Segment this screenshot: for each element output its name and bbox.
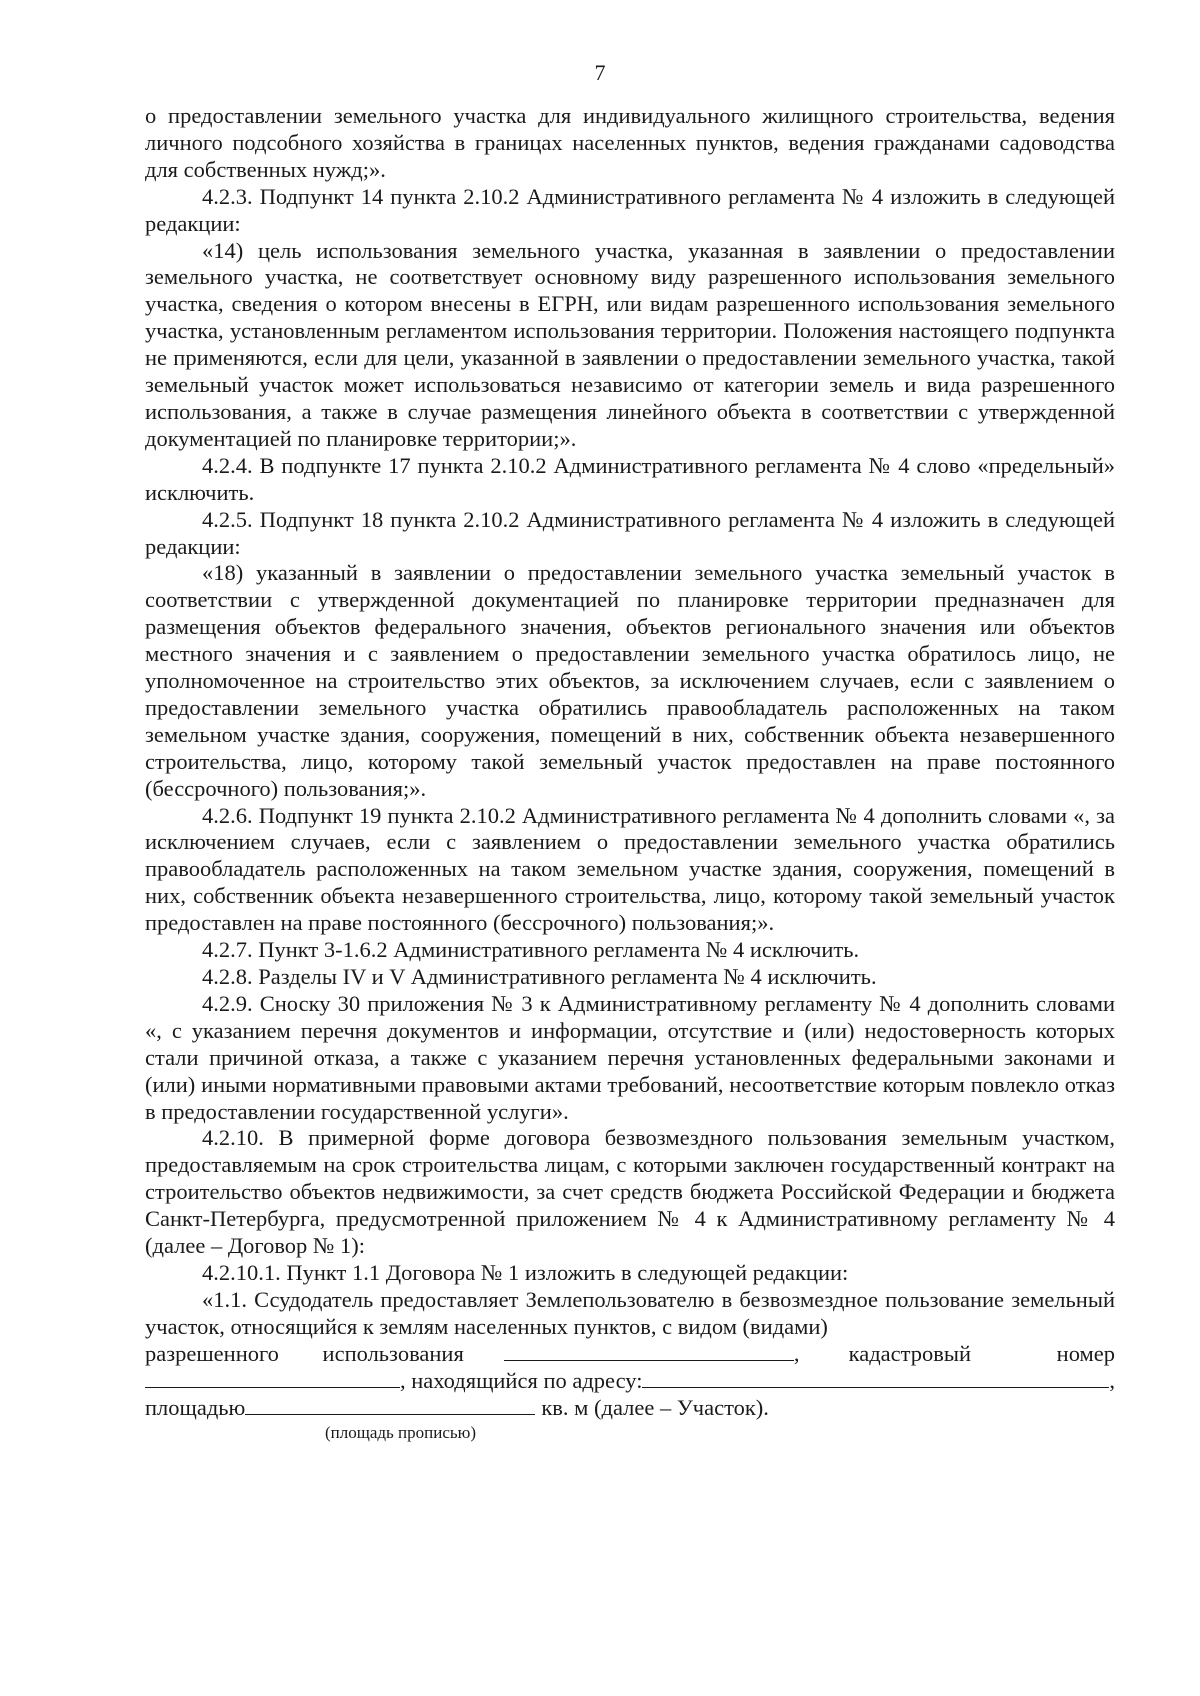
- paragraph: 4.2.7. Пункт 3-1.6.2 Административного регламента № 4 исключить.: [202, 937, 860, 963]
- cadastral-blank: [145, 1369, 400, 1388]
- permitted-use-blank: [504, 1342, 794, 1361]
- address-label: , находящийся по адресу:: [400, 1367, 643, 1393]
- paragraph: «1.1. Ссудодатель предоставляет Землепользователю в безвозмездное пользование земельный участок, относящийся к землям населенных пунктов, с видом (видами): [145, 1286, 1115, 1339]
- comma: ,: [1109, 1367, 1115, 1393]
- comma: ,: [793, 1340, 800, 1366]
- paragraph: 4.2.4. В подпункте 17 пункта 2.10.2 Административного регламента № 4 слово «предельный» исключить.: [145, 452, 1115, 505]
- paragraph: 4.2.6. Подпункт 19 пункта 2.10.2 Административного регламента № 4 дополнить словами «, за исключением случаев, если с заявлением о предоставлении земельного участка обратились правообладатель расположенных на таком земельном участке здания, сооружения, помещений в них, собственник объекта незавершенного строительства, лицо, которому такой земельный участок предоставлен на праве постоянного (бессрочного) пользования;».: [145, 802, 1115, 936]
- area-caption: (площадь прописью): [325, 1423, 476, 1443]
- paragraph: «18) указанный в заявлении о предоставлении земельного участка земельный участок в соответствии с утвержденной документацией по планировке территории предназначен для размещения объектов федерального значения, объектов регионального значения или объектов местного значения и с заявлением о предоставлении земельного участка обратилось лицо, не уполномоченное на строительство этих объектов, за исключением случаев, если с заявлением о предоставлении земельного участка обратились правообладатель расположенных на таком земельном участке здания, сооружения, помещений в них, собственник объекта незавершенного строительства, лицо, которому такой земельный участок предоставлен на праве постоянного (бессрочного) пользования;».: [145, 560, 1115, 801]
- paragraph: 4.2.10. В примерной форме договора безвозмездного пользования земельным участком, предоставляемым на срок строительства лицам, с которыми заключен государственный контракт на строительство объектов недвижимости, за счет средств бюджета Российской Федерации и бюджета Санкт-Петербурга, предусмотренной приложением № 4 к Административному регламенту № 4 (далее – Договор № 1):: [145, 1125, 1115, 1259]
- cadastral-label: кадастровый номер: [848, 1340, 1115, 1366]
- paragraph: 4.2.8. Разделы IV и V Административного регламента № 4 исключить.: [202, 964, 877, 989]
- page-number: 7: [594, 60, 606, 85]
- document-body: [145, 103, 1115, 1443]
- paragraph: «14) цель использования земельного участка, указанная в заявлении о предоставлении земельного участка, не соответствует основному виду разрешенного использования земельного участка, сведения о котором внесены в ЕГРН, или видам разрешенного использования земельного участка, установленным регламентом использования территории. Положения настоящего подпункта не применяются, если для цели, указанной в заявлении о предоставлении земельного участка, такой земельный участок может использоваться независимо от категории земель и вида разрешенного использования, а также в случае размещения линейного объекта в соответствии с утвержденной документацией по планировке территории;».: [145, 237, 1115, 451]
- paragraph: 4.2.9. Сноску 30 приложения № 3 к Административному регламенту № 4 дополнить словами «, с указанием перечня документов и информации, отсутствие и (или) недостоверность которых стали причиной отказа, а также с указанием перечня установленных федеральными законами и (или) иными нормативными правовыми актами требований, несоответствие которым повлекло отказ в предоставлении государственной услуги».: [145, 990, 1115, 1124]
- area-unit: кв. м (далее – Участок).: [541, 1394, 769, 1420]
- paragraph: о предоставлении земельного участка для индивидуального жилищного строительства, ведения личного подсобного хозяйства в границах населенных пунктов, ведения гражданами садоводства для собственных нужд;».: [145, 103, 1115, 182]
- permitted-use-label: разрешенного использования: [145, 1340, 464, 1366]
- area-line: [145, 1395, 1115, 1422]
- paragraph: 4.2.10.1. Пункт 1.1 Договора № 1 изложить в следующей редакции:: [202, 1259, 849, 1285]
- area-blank: [245, 1396, 535, 1415]
- paragraph: 4.2.3. Подпункт 14 пункта 2.10.2 Административного регламента № 4 изложить в следующей редакции:: [145, 183, 1115, 236]
- address-line: [145, 1368, 1115, 1395]
- permitted-use-line: [145, 1341, 1115, 1368]
- paragraph: 4.2.5. Подпункт 18 пункта 2.10.2 Административного регламента № 4 изложить в следующей редакции:: [145, 506, 1115, 559]
- area-label: площадью: [145, 1394, 246, 1420]
- address-blank: [642, 1369, 1109, 1388]
